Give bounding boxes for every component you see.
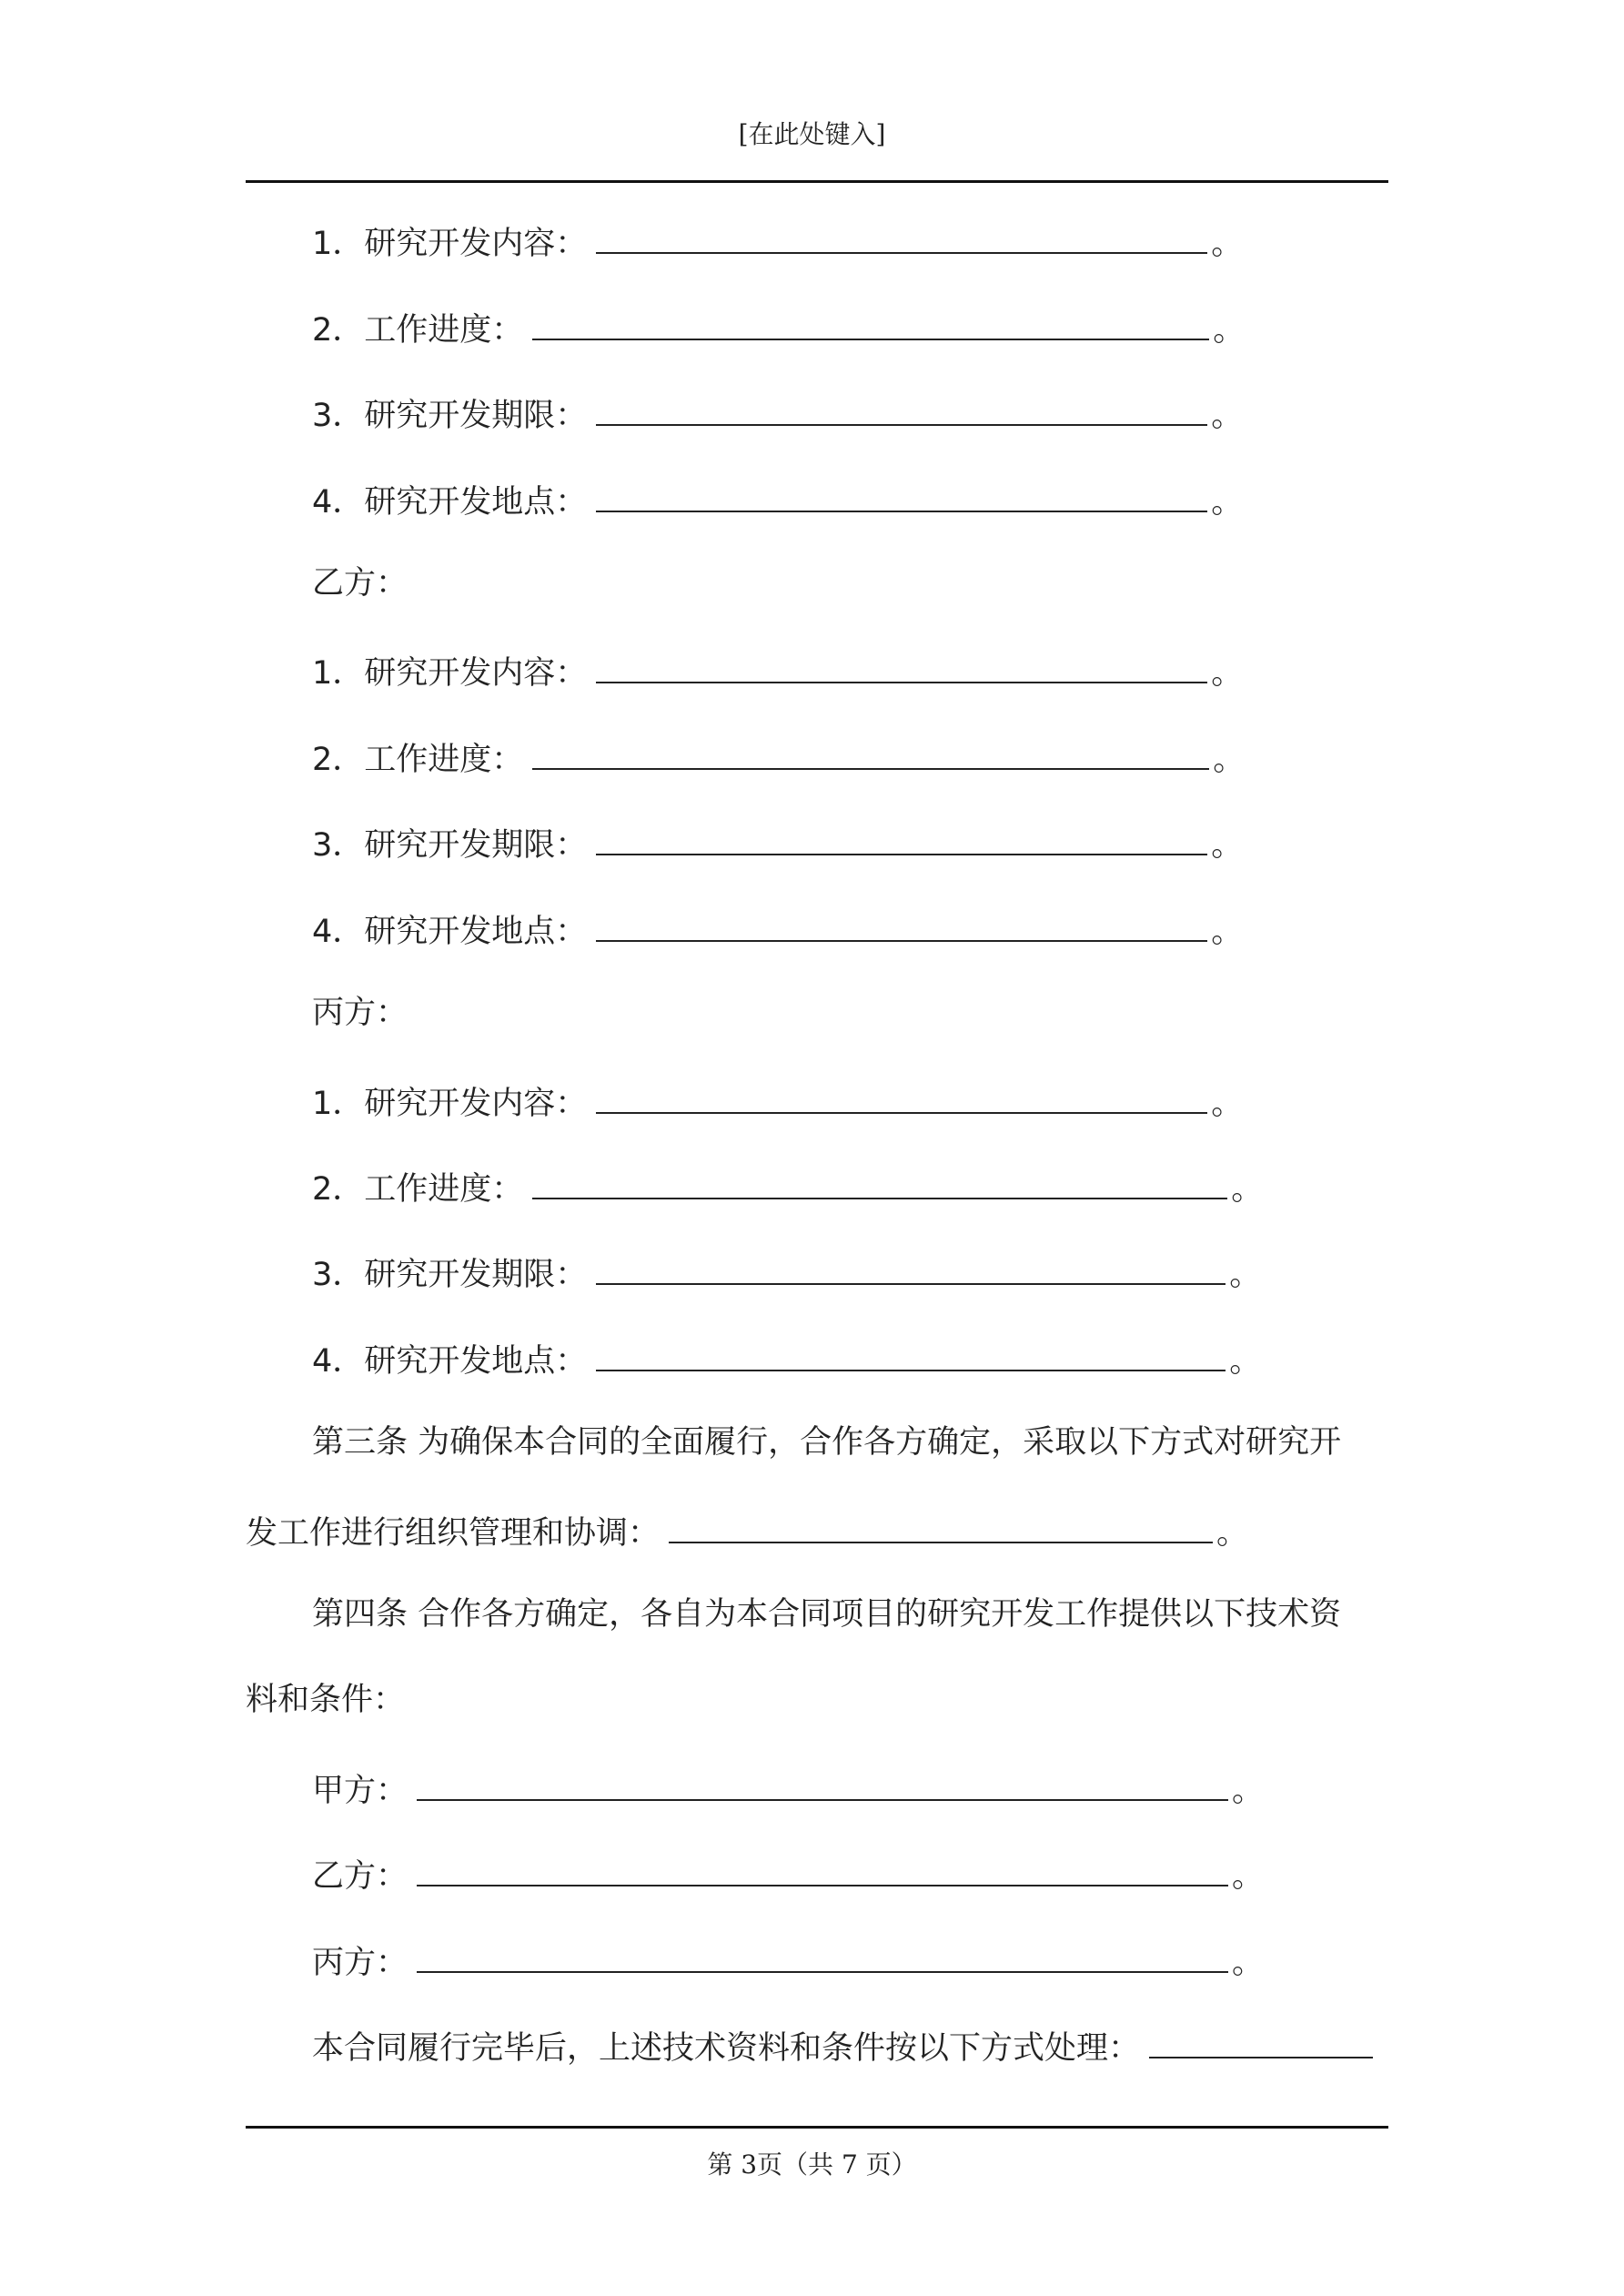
party-a-period xyxy=(312,393,1243,434)
field-label: 本合同履行完毕后，上述技术资料和条件按以下方式处理： xyxy=(312,2030,1141,2067)
period: 。 xyxy=(1213,742,1246,778)
party-a-content xyxy=(312,221,1243,262)
party-c-heading: 丙方： xyxy=(312,995,409,1031)
field-label: 3．研究开发期限： xyxy=(312,1257,588,1293)
period: 。 xyxy=(1229,1343,1262,1380)
party-a-materials xyxy=(312,1768,1264,1809)
field-label: 4．研究开发地点： xyxy=(312,484,588,521)
period: 。 xyxy=(1213,312,1246,349)
field-label: 4．研究开发地点： xyxy=(312,914,588,950)
fill-blank[interactable] xyxy=(596,221,1207,254)
period: 。 xyxy=(1211,914,1244,950)
field-label: 2．工作进度： xyxy=(312,1171,524,1208)
field-label: 3．研究开发期限： xyxy=(312,827,588,864)
period: 。 xyxy=(1231,1171,1264,1208)
period: 。 xyxy=(1232,1858,1265,1895)
party-a-location xyxy=(312,480,1243,521)
party-b-location xyxy=(312,909,1243,950)
fill-blank[interactable] xyxy=(596,393,1207,426)
fill-blank[interactable] xyxy=(532,737,1209,770)
period: 。 xyxy=(1211,398,1244,434)
article-4-line-2: 料和条件： xyxy=(246,1682,406,1718)
fill-blank[interactable] xyxy=(596,823,1207,855)
party-b-materials xyxy=(312,1854,1264,1895)
party-c-period xyxy=(312,1252,1261,1293)
fill-blank[interactable] xyxy=(596,1339,1226,1371)
party-c-location xyxy=(312,1339,1261,1380)
field-label: 丙方： xyxy=(312,1945,409,1981)
period: 。 xyxy=(1211,827,1244,864)
header-rule xyxy=(246,180,1388,183)
fill-blank[interactable] xyxy=(417,1768,1228,1801)
field-label: 1．研究开发内容： xyxy=(312,226,588,262)
party-b-progress xyxy=(312,737,1245,778)
party-b-heading: 乙方： xyxy=(312,565,409,602)
fill-blank[interactable] xyxy=(532,308,1209,340)
fill-blank[interactable] xyxy=(596,480,1207,512)
field-label: 2．工作进度： xyxy=(312,312,524,349)
fill-blank[interactable] xyxy=(1149,2026,1373,2058)
party-b-period xyxy=(312,823,1243,864)
fill-blank[interactable] xyxy=(596,651,1207,683)
party-c-progress xyxy=(312,1167,1263,1208)
party-c-content xyxy=(312,1081,1243,1122)
party-c-materials xyxy=(312,1940,1264,1981)
after-completion-handling xyxy=(312,2026,1373,2067)
fill-blank[interactable] xyxy=(417,1854,1228,1886)
period: 。 xyxy=(1229,1257,1262,1293)
field-label: 发工作进行组织管理和协调： xyxy=(246,1515,661,1552)
article-3-line-2 xyxy=(246,1511,1248,1552)
fill-blank[interactable] xyxy=(669,1511,1213,1543)
period: 。 xyxy=(1232,1773,1265,1809)
article-4-line-1: 第四条 合作各方确定，各自为本合同项目的研究开发工作提供以下技术资 xyxy=(312,1596,1342,1633)
fill-blank[interactable] xyxy=(596,1252,1226,1285)
fill-blank[interactable] xyxy=(596,909,1207,942)
period: 。 xyxy=(1211,484,1244,521)
field-label: 1．研究开发内容： xyxy=(312,1086,588,1122)
fill-blank[interactable] xyxy=(417,1940,1228,1973)
fill-blank[interactable] xyxy=(532,1167,1227,1199)
field-label: 2．工作进度： xyxy=(312,742,524,778)
fill-blank[interactable] xyxy=(596,1081,1207,1114)
field-label: 4．研究开发地点： xyxy=(312,1343,588,1380)
page-footer: 第 3页（共 7 页） xyxy=(707,2149,917,2180)
period: 。 xyxy=(1211,1086,1244,1122)
field-label: 1．研究开发内容： xyxy=(312,655,588,692)
field-label: 乙方： xyxy=(312,1858,409,1895)
article-3-line-1: 第三条 为确保本合同的全面履行，合作各方确定，采取以下方式对研究开 xyxy=(312,1424,1342,1461)
footer-rule xyxy=(246,2126,1388,2129)
field-label: 3．研究开发期限： xyxy=(312,398,588,434)
field-label: 甲方： xyxy=(312,1773,409,1809)
period: 。 xyxy=(1211,226,1244,262)
party-a-progress xyxy=(312,308,1245,349)
page-header: [在此处键入] xyxy=(738,119,886,149)
period: 。 xyxy=(1211,655,1244,692)
party-b-content xyxy=(312,651,1243,692)
period: 。 xyxy=(1232,1945,1265,1981)
period: 。 xyxy=(1216,1515,1249,1552)
